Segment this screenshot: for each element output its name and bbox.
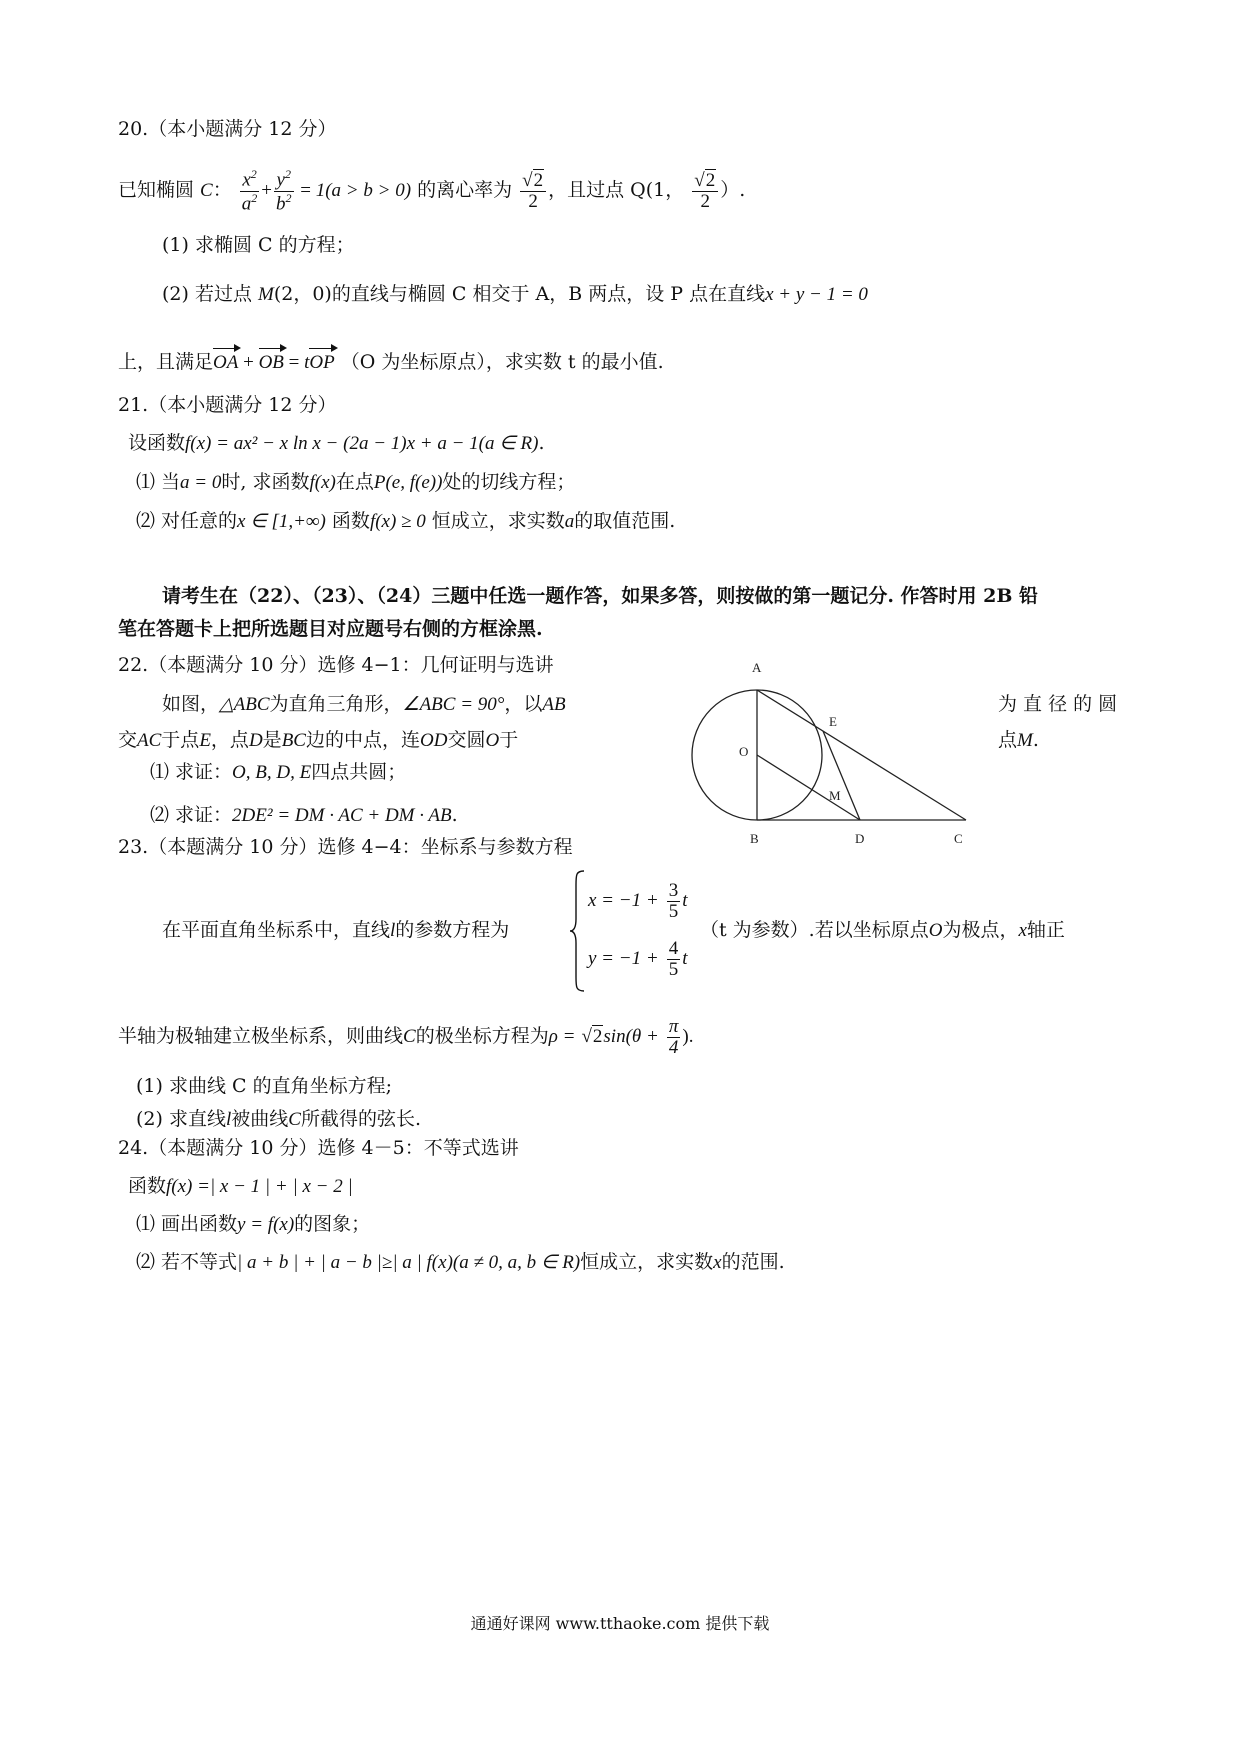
q21-p2-d: 的取值范围. — [574, 510, 676, 532]
q23-p2-d: 所截得的弦长. — [300, 1108, 421, 1130]
q20-point-close: ）. — [720, 179, 746, 201]
q24-p1-a: ⑴ 画出函数 — [136, 1213, 238, 1235]
q20-ellipse-rhs: 1(a > b > 0) — [315, 180, 412, 201]
q24-part1 — [136, 1211, 370, 1238]
q23-l: l — [390, 920, 396, 941]
q22-part2 — [150, 802, 458, 829]
q20-part2-c: (2，0)的直线与椭圆 C 相交于 A，B 两点，设 P 点在直线 — [273, 283, 766, 305]
q20-frac-ecc: $\frac{√2}{2}$ — [520, 171, 546, 212]
label-c: C — [954, 831, 963, 846]
q22-stem-c: ，以 — [504, 693, 543, 715]
notice-line2: 笔在答题卡上把所选题目对应题号右侧的方框涂黑. — [118, 618, 543, 640]
q20-frac-y2b2: $\frac{y^2}{b^2}$ — [276, 167, 292, 214]
q22-l2-c: ，点 — [210, 729, 249, 751]
q22-angle: ∠ABC = 90° — [402, 694, 505, 715]
q23-frac-pi-4: $\frac{\pi}{4}$ — [668, 1015, 679, 1058]
q22-d: D — [248, 730, 263, 751]
q22-line2 — [118, 727, 518, 754]
q23-end: ). — [682, 1026, 694, 1047]
q21-p2-a2: a — [564, 511, 575, 532]
q21-p2-c: 恒成立，求实数 — [431, 510, 565, 532]
q23-part1: (1) 求曲线 C 的直角坐标方程; — [136, 1075, 392, 1097]
q23-stem-b: 的参数方程为 — [395, 919, 510, 941]
geometry-figure — [676, 658, 986, 858]
label-d: D — [855, 831, 865, 846]
q20-stem-text: 已知椭圆 — [118, 179, 201, 201]
q22-p1-a: ⑴ 求证： — [150, 761, 233, 783]
q20-title: 20.（本小题满分 12 分） — [118, 118, 337, 140]
q22-p2-a: ⑵ 求证： — [150, 804, 233, 826]
q21-p1-c: 在点 — [335, 471, 374, 493]
q23-x: x — [1018, 920, 1027, 941]
q20-line-eq: x + y − 1 = 0 — [765, 284, 868, 305]
q22-l2-h: 于 — [499, 729, 519, 751]
q23-x-eq: x = −1 + — [588, 890, 659, 911]
q24-p2-x: x — [713, 1252, 722, 1273]
q22-part1 — [150, 759, 406, 786]
q23-param-y — [588, 935, 687, 982]
q23-frac-3-5: $\frac{3}{5}$ — [668, 879, 679, 922]
q23-rho: ρ = — [548, 1026, 576, 1047]
q24-stem-a: 函数 — [128, 1175, 167, 1197]
q22-l2-is: 是 — [262, 729, 282, 751]
q23-p2-b: 被曲线 — [231, 1108, 289, 1130]
q20-part2-cont-b: （O 为坐标原点），求实数 t 的最小值. — [340, 351, 664, 373]
q22-l2-j: . — [1032, 729, 1039, 751]
q22-l2-f: 边的中点，连 — [305, 729, 420, 751]
q21-part2 — [136, 508, 675, 535]
q24-part2 — [136, 1249, 785, 1276]
q23-stem-c-text: （t 为参数）.若以坐标原点 — [700, 919, 929, 941]
label-e: E — [829, 714, 837, 729]
q23-l2-a: 半轴为极轴建立极坐标系，则曲线 — [118, 1025, 404, 1047]
q22-stem — [162, 691, 566, 718]
q23-sqrt2: √2 — [581, 1026, 603, 1047]
q21-p1-d: 处的切线方程； — [442, 471, 576, 493]
q23-t1: t — [682, 890, 688, 911]
q22-ab: AB — [542, 694, 566, 715]
q22-m: M — [1017, 730, 1033, 751]
q22-od: OD — [419, 730, 448, 751]
q20-stem: 已知椭圆 C： $\frac{x^2}{a^2}$ + $\frac{y^2}{b^2}$ = 1(a > b > 0) 的离心率为 $\frac{√2}{2}$ ，且过点 Q(1， $\frac{√2}{2}$ ）. — [118, 167, 746, 214]
q21-part1 — [136, 469, 575, 496]
label-m: M — [829, 788, 841, 803]
q23-stem-a-text: 在平面直角坐标系中，直线 — [162, 919, 391, 941]
q22-l2-i: 点 — [998, 729, 1018, 751]
q23-part2 — [136, 1106, 421, 1133]
q21-p1-a: ⑴ 当 — [136, 471, 181, 493]
q20-frac-point: $\frac{√2}{2}$ — [692, 171, 718, 212]
q20-frac-x2a2: $\frac{x^2}{a^2}$ — [241, 167, 258, 214]
q24-p2-b: 恒成立，求实数 — [580, 1251, 714, 1273]
segment-ed — [823, 731, 860, 820]
segment-ac — [757, 690, 966, 820]
q22-ac: AC — [137, 730, 162, 751]
q20-ecc-text: 的离心率为 — [417, 179, 513, 201]
q21-stem-b: . — [538, 432, 545, 454]
q22-l2-a: 交 — [118, 729, 138, 751]
q22-p1-b: 四点共圆； — [311, 761, 407, 783]
q21-p2-a: ⑵ 对任意的 — [136, 510, 238, 532]
q23-o: O — [928, 920, 943, 941]
q23-stem-c — [700, 917, 1065, 944]
q23-p2-l: l — [225, 1109, 232, 1130]
q20-ellipse-name: C — [200, 180, 213, 201]
q22-p2-eq: 2DE² = DM · AC + DM · AB — [232, 805, 452, 826]
q22-o: O — [485, 730, 500, 751]
q23-t2: t — [682, 948, 688, 969]
q24-function: f(x) =| x − 1 | + | x − 2 | — [166, 1176, 353, 1197]
q20-part2-cont-a: 上，且满足 — [118, 351, 214, 373]
q22-triangle: △ABC — [219, 694, 270, 715]
q22-l2-g: 交圆 — [447, 729, 486, 751]
q21-p2-x: x ∈ [1,+∞) — [237, 511, 326, 532]
label-a: A — [752, 660, 762, 675]
label-b: B — [750, 831, 759, 846]
q21-p2-b: 函数 — [331, 510, 370, 532]
q21-function: f(x) = ax² − x ln x − (2a − 1)x + a − 1(a ∈ R) — [185, 433, 539, 454]
q23-stem-d: 为极点， — [942, 919, 1019, 941]
q24-p2-a: ⑵ 若不等式 — [136, 1251, 238, 1273]
q20-point-text: ，且过点 Q(1， — [548, 179, 685, 201]
q24-stem — [128, 1173, 353, 1200]
q23-sin: sin(θ + — [603, 1026, 659, 1047]
q22-p2-b: . — [451, 804, 458, 826]
q21-p1-b: 时, 求函数 — [221, 471, 310, 493]
q23-curve-c: C — [403, 1026, 416, 1047]
q24-title: 24.（本题满分 10 分）选修 4－5：不等式选讲 — [118, 1137, 519, 1159]
q21-p1-cond: a = 0 — [180, 472, 222, 493]
q22-l2-b: 于点 — [161, 729, 200, 751]
q22-p1-pts: O, B, D, E — [232, 762, 312, 783]
q20-part2 — [162, 281, 868, 308]
q22-bc: BC — [281, 730, 306, 751]
q23-line2 — [118, 1006, 693, 1067]
q23-title: 23.（本题满分 10 分）选修 4−4：坐标系与参数方程 — [118, 836, 573, 858]
q23-p2-a: (2) 求直线 — [136, 1108, 226, 1130]
q22-stem-a: 如图， — [162, 693, 220, 715]
q20-colon: ： — [212, 179, 232, 201]
q21-title: 21.（本小题满分 12 分） — [118, 394, 337, 416]
brace-icon — [568, 869, 588, 993]
q23-frac-4-5: $\frac{4}{5}$ — [668, 937, 679, 980]
q23-stem-a — [162, 917, 509, 944]
q21-p1-pt: P(e, f(e)) — [373, 472, 443, 493]
page-footer: 通通好课网 www.tthaoke.com 提供下载 — [470, 1614, 770, 1633]
notice-line1: 请考生在（22）、（23）、（24）三题中任选一题作答，如果多答，则按做的第一题记分. 作答时用 2B 铅 — [162, 585, 1039, 607]
q22-stem-b: 为直角三角形， — [269, 693, 403, 715]
q23-param-x — [588, 877, 687, 924]
q24-p2-c: 的范围. — [721, 1251, 785, 1273]
q23-p2-c: C — [288, 1109, 301, 1130]
q21-p1-f: f(x) — [309, 472, 336, 493]
q20-part1: (1) 求椭圆 C 的方程； — [162, 234, 355, 256]
q22-line2-tail — [998, 727, 1039, 754]
q22-title: 22.（本题满分 10 分）选修 4−1：几何证明与选讲 — [118, 654, 554, 676]
q23-l2-b: 的极坐标方程为 — [415, 1025, 549, 1047]
segment-od — [757, 755, 860, 820]
q24-p2-ineq: | a + b | + | a − b |≥| a | f(x)(a ≠ 0, a, b ∈ R) — [237, 1252, 581, 1273]
q24-p1-b: 的图象； — [294, 1213, 371, 1235]
q23-y-eq: y = −1 + — [588, 948, 659, 969]
q20-part2-a: (2) 若过点 — [162, 283, 258, 305]
q23-stem-e: 轴正 — [1026, 919, 1065, 941]
q21-stem-a: 设函数 — [128, 432, 186, 454]
q20-part2-cont: 上，且满足OA + OB = tOP （O 为坐标原点），求实数 t 的最小值. — [118, 349, 664, 376]
q22-stem-tail: 为 直 径 的 圆 — [998, 693, 1118, 715]
label-o: O — [739, 744, 749, 759]
q21-p2-f: f(x) ≥ 0 — [369, 511, 426, 532]
q22-e: E — [199, 730, 211, 751]
q24-p1-f: y = f(x) — [237, 1214, 295, 1235]
q21-stem — [128, 430, 545, 457]
q20-point-m: M — [258, 284, 274, 305]
